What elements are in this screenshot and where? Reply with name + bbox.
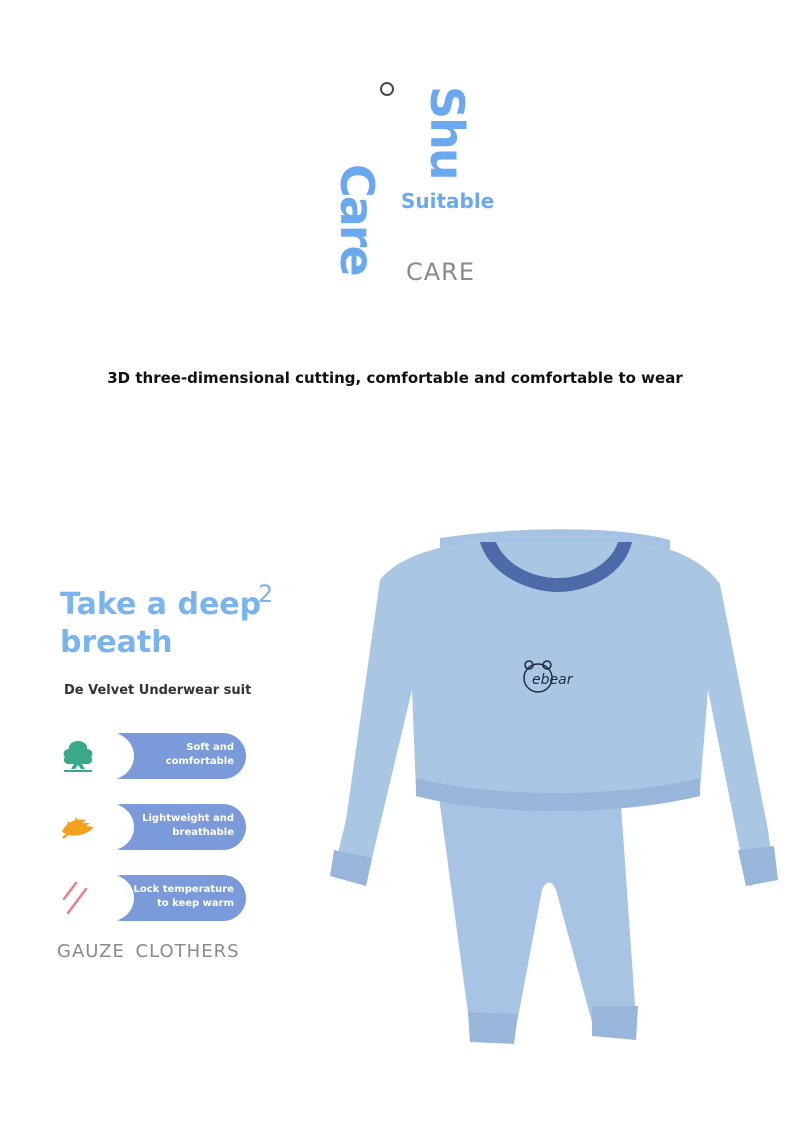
subtitle: 3D three-dimensional cutting, comfortable and comfortable to wear — [107, 369, 683, 387]
hero-word-shu: Shu — [420, 86, 474, 179]
pajama-set-illustration — [320, 520, 790, 1060]
feature-line-1: Soft and — [186, 742, 234, 753]
tree-icon — [56, 735, 100, 779]
warm-lines-icon — [56, 877, 100, 921]
headline: Take a deep breath — [60, 587, 262, 660]
hero-word-care: Care — [330, 164, 384, 275]
brand-logo-text: ebear — [532, 672, 573, 688]
feature-line-2: to keep warm — [156, 898, 234, 909]
product-name: De Velvet Underwear suit — [64, 683, 252, 698]
hero-tagline-suitable: Suitable — [401, 189, 495, 213]
degree-circle — [380, 82, 394, 96]
feature-line-2: comfortable — [165, 756, 234, 767]
feature-soft — [56, 733, 246, 779]
feather-icon — [56, 806, 100, 850]
hero-tagline-care: CARE — [406, 258, 476, 286]
feature-line-2: breathable — [172, 827, 234, 838]
feature-breathable — [56, 804, 246, 850]
feature-line-1: Lightweight and — [142, 813, 234, 824]
feature-warm — [56, 875, 246, 921]
footer-label: GAUZE CLOTHERS — [57, 941, 240, 962]
headline-superscript: 2 — [258, 580, 274, 608]
feature-line-1: Lock temperature — [133, 884, 234, 895]
